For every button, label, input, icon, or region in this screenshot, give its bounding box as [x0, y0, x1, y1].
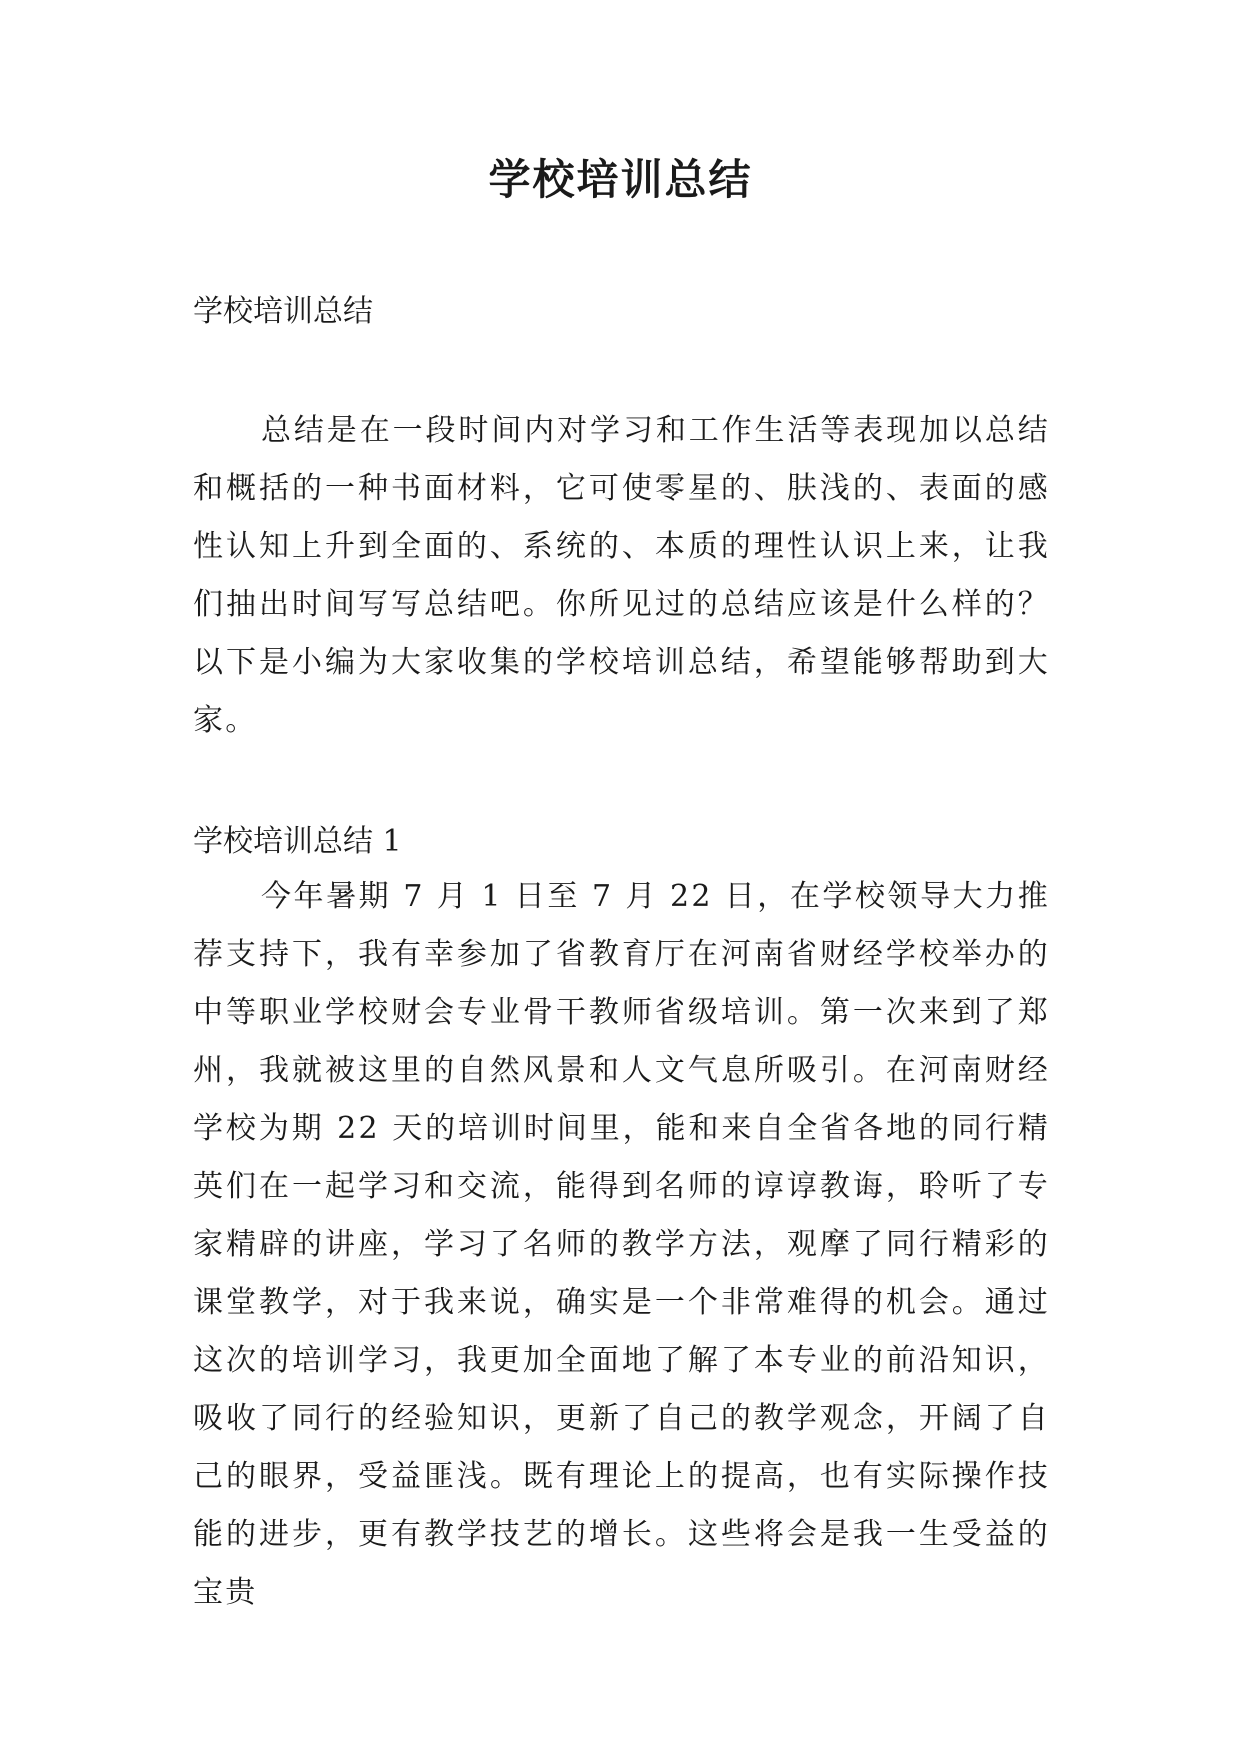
section-paragraph: 今年暑期 7 月 1 日至 7 月 22 日，在学校领导大力推荐支持下，我有幸参加了省教育厅在河南省财经学校举办的中等职业学校财会专业骨干教师省级培训。第一次来到了郑州，我就被这里的自然风景和人文气息所吸引。在河南财经学校为期 22 天的培训时间里，能和来自全省各地的同行精英们在一起学习和交流，能得到名师的谆谆教诲，聆听了专家精辟的讲座，学习了名师的教学方法，观摩了同行精彩的课堂教学，对于我来说，确实是一个非常难得的机会。通过这次的培训学习，我更加全面地了解了本专业的前沿知识，吸收了同行的经验知识，更新了自己的教学观念，开阔了自己的眼界，受益匪浅。既有理论上的提高，也有实际操作技能的进步，更有教学技艺的增长。这些将会是我一生受益的宝贵	[193, 879, 1050, 1610]
document-subtitle: 学校培训总结	[193, 294, 373, 329]
intro-paragraph: 总结是在一段时间内对学习和工作生活等表现加以总结和概括的一种书面材料，它可使零星的、肤浅的、表面的感性认知上升到全面的、系统的、本质的理性认识上来，让我们抽出时间写写总结吧。你所见过的总结应该是什么样的？以下是小编为大家收集的学校培训总结，希望能够帮助到大家。	[193, 413, 1050, 738]
section-heading: 学校培训总结 1	[193, 824, 402, 859]
document-title: 学校培训总结	[488, 155, 753, 204]
